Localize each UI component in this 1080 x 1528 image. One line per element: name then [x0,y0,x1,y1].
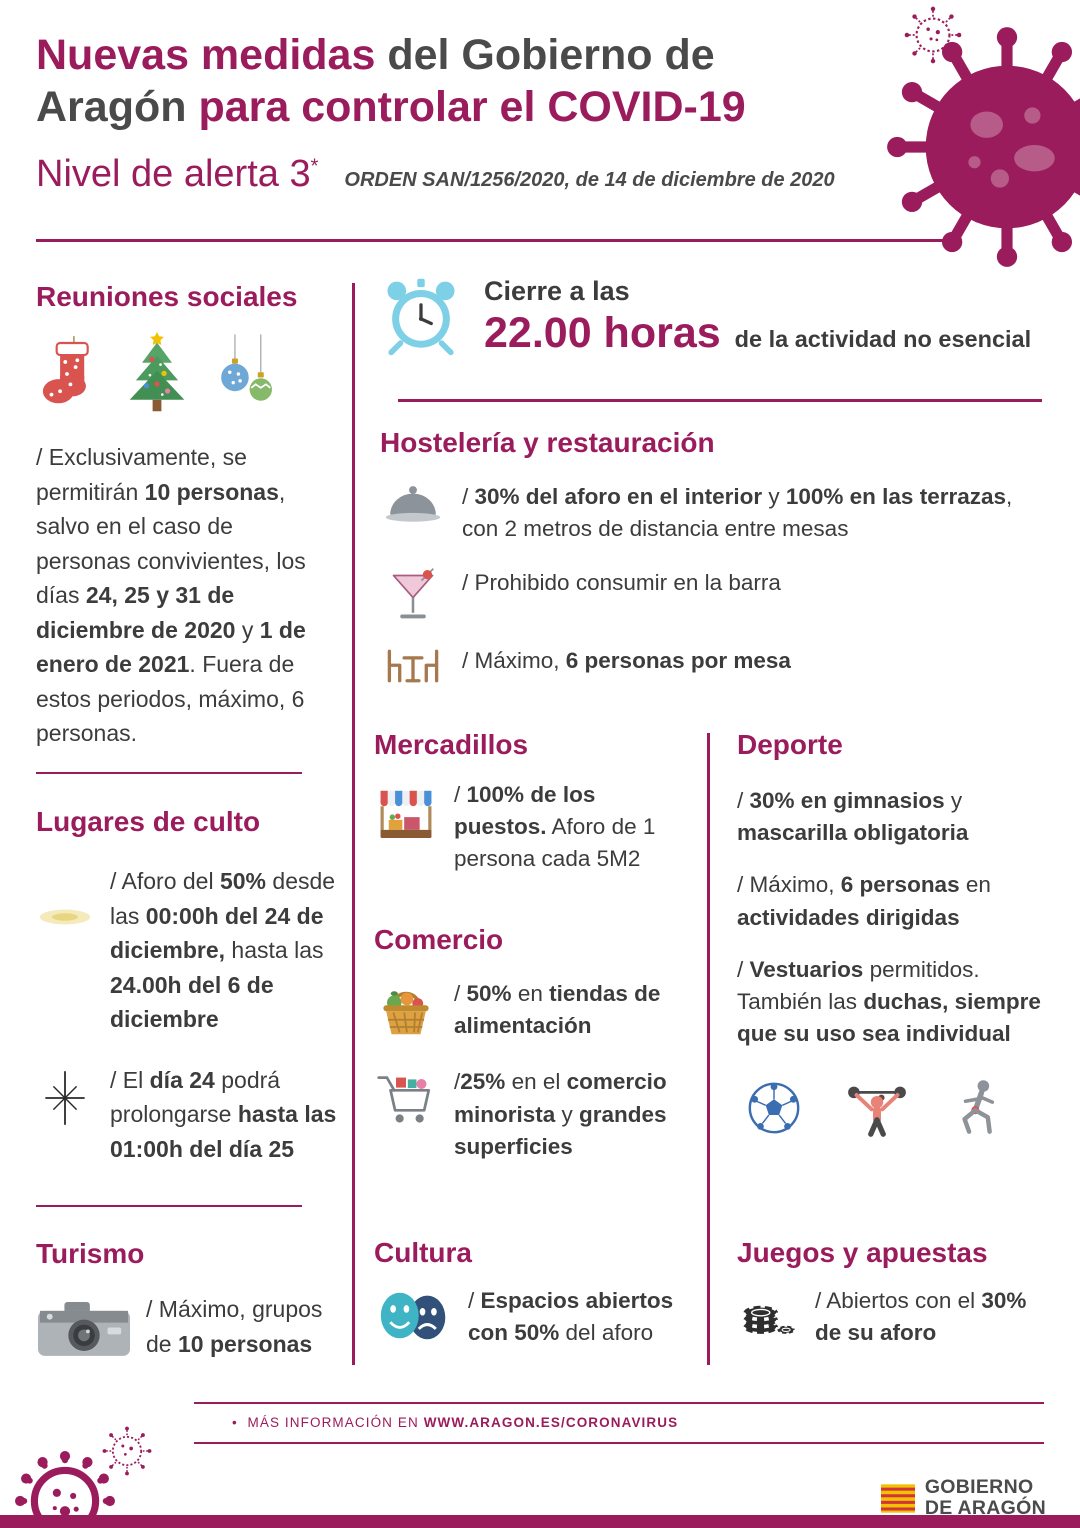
section-title: Deporte [737,729,843,760]
footer-info-bar [194,1402,1044,1444]
section-lugares-de-culto [36,806,338,1166]
rule-item [380,645,1044,687]
cierre-intro: Cierre a las [484,276,630,306]
runner-icon [951,1078,1005,1137]
light-glow-icon [36,898,94,936]
alarm-clock-icon [380,276,462,358]
info-url: WWW.ARAGON.ES/CORONAVIRUS [423,1415,679,1430]
rule-text: / 50% en tiendas de alimentación [454,981,661,1039]
rule-text: / El día 24 podrá prolongarse hasta las 01:00h del día 25 [110,1066,337,1162]
rule-item [374,1285,696,1349]
section-deporte [737,729,1043,1137]
rule-item [737,1285,1047,1349]
dumbbell-icon [845,1078,909,1137]
rule-text: / 30% del aforo en el interior y 100% en las terrazas, con 2 metros de distancia entre mesas [462,484,1013,542]
section-title: Reuniones sociales [36,281,298,312]
section-hosteleria [380,427,1044,687]
reuniones-text: / Exclusivamente, se permitirán 10 personas, salvo en el caso de personas convivientes, los días 24, 25 y 31 de diciembre de 2020 y 1 de enero de 2021. Fuera de estos periodos, máximo, 6 personas. [36,444,306,746]
section-title: Turismo [36,1238,145,1269]
gobierno-de-aragon-logo [881,1477,1046,1520]
right-divider-1 [398,399,1042,402]
rule-text: / Abiertos con el 30% de su aforo [815,1288,1027,1346]
sport-icons-row [737,1078,1043,1137]
order-reference: ORDEN SAN/1256/2020, de 14 de diciembre de 2020 [344,169,835,192]
poker-chips-icon [737,1287,799,1340]
baubles-icon [216,334,278,414]
section-mercadillos [374,729,682,876]
alert-row [36,153,846,196]
section-juegos-y-apuestas [737,1237,1047,1349]
rule-text: / Máximo, grupos de 10 personas [146,1296,323,1357]
rule-text: / Máximo, 6 personas en actividades dirigidas [737,872,991,930]
rule-text: / Vestuarios permitidos. También las duchas, siempre que su uso sea individual [737,956,1041,1047]
section-title: Hostelería y restauración [380,427,715,458]
rule-text: / Aforo del 50% desde las 00:00h del 24 de diciembre, hasta las 24.00h del 6 de diciembre [110,868,336,1032]
info-prefix: MÁS INFORMACIÓN EN [247,1415,424,1430]
section-title: Comercio [374,924,504,955]
christmas-tree-icon [120,331,194,414]
bullet: • [232,1415,238,1430]
header [36,30,846,196]
section-cultura [374,1237,696,1349]
rule-text: /25% en el comercio minorista y grandes superficies [454,1069,667,1159]
cierre-text-block [484,276,1031,358]
rule-item [36,1292,342,1361]
cierre-time: 22.00 horas [484,309,721,357]
rule-item [374,779,682,876]
section-turismo [36,1238,342,1361]
section-title: Lugares de culto [36,806,261,837]
section-title: Cultura [374,1237,472,1268]
sub-column-divider [707,733,710,1365]
main-column-divider [352,283,355,1365]
rule-item [36,864,338,1037]
theater-masks-icon [374,1289,454,1344]
rule-item [380,567,1044,623]
cierre-line [484,309,1031,358]
coronavirus-icon [880,20,1080,274]
camera-icon [36,1296,132,1359]
rule-text: / 30% en gimnasios y mascarilla obligatoria [737,788,969,846]
aragon-flag-icon [881,1484,915,1513]
section-reuniones-sociales [36,281,330,751]
page-title: Nuevas medidas del Gobierno de Aragón para controlar el COVID-19 [36,31,746,131]
market-stall-icon [374,785,438,842]
shopping-cart-icon [374,1070,438,1127]
rule-text: / Prohibido consumir en la barra [462,570,781,596]
section-comercio [374,924,682,1163]
rule-item [374,1066,682,1163]
section-cierre [380,276,1044,358]
alert-text: Nivel de alerta 3 [36,153,311,196]
rule-item [36,1063,338,1167]
rule-text: / 100% de los puestos. Aforo de 1 persona cada 5M2 [454,782,656,872]
table-chairs-icon [380,645,446,687]
christmas-stocking-icon [36,334,98,414]
section-title: Mercadillos [374,729,529,760]
rule-item [374,978,682,1042]
header-divider [36,239,952,242]
serving-cloche-icon [380,481,446,529]
alert-level [36,153,318,196]
logo-line1: GOBIERNO [924,1476,1034,1498]
logo-text [925,1477,1046,1520]
rule-text: / Espacios abiertos con 50% del aforo [468,1288,674,1346]
christmas-icons-row [36,331,330,414]
left-divider-1 [36,772,302,774]
logo-line2: DE ARAGÓN [924,1497,1046,1520]
rule-text: / Máximo, 6 personas por mesa [462,648,791,674]
left-divider-2 [36,1205,302,1207]
cierre-rest: de la actividad no esencial [734,326,1032,352]
section-title: Juegos y apuestas [737,1237,988,1268]
footer-info-text [232,1415,678,1430]
sparkle-star-icon [36,1069,94,1127]
food-basket-icon [374,980,438,1036]
alert-footnote-mark: * [310,155,319,178]
soccer-ball-icon [745,1079,803,1137]
cocktail-icon [380,567,446,623]
rule-item [380,481,1044,545]
